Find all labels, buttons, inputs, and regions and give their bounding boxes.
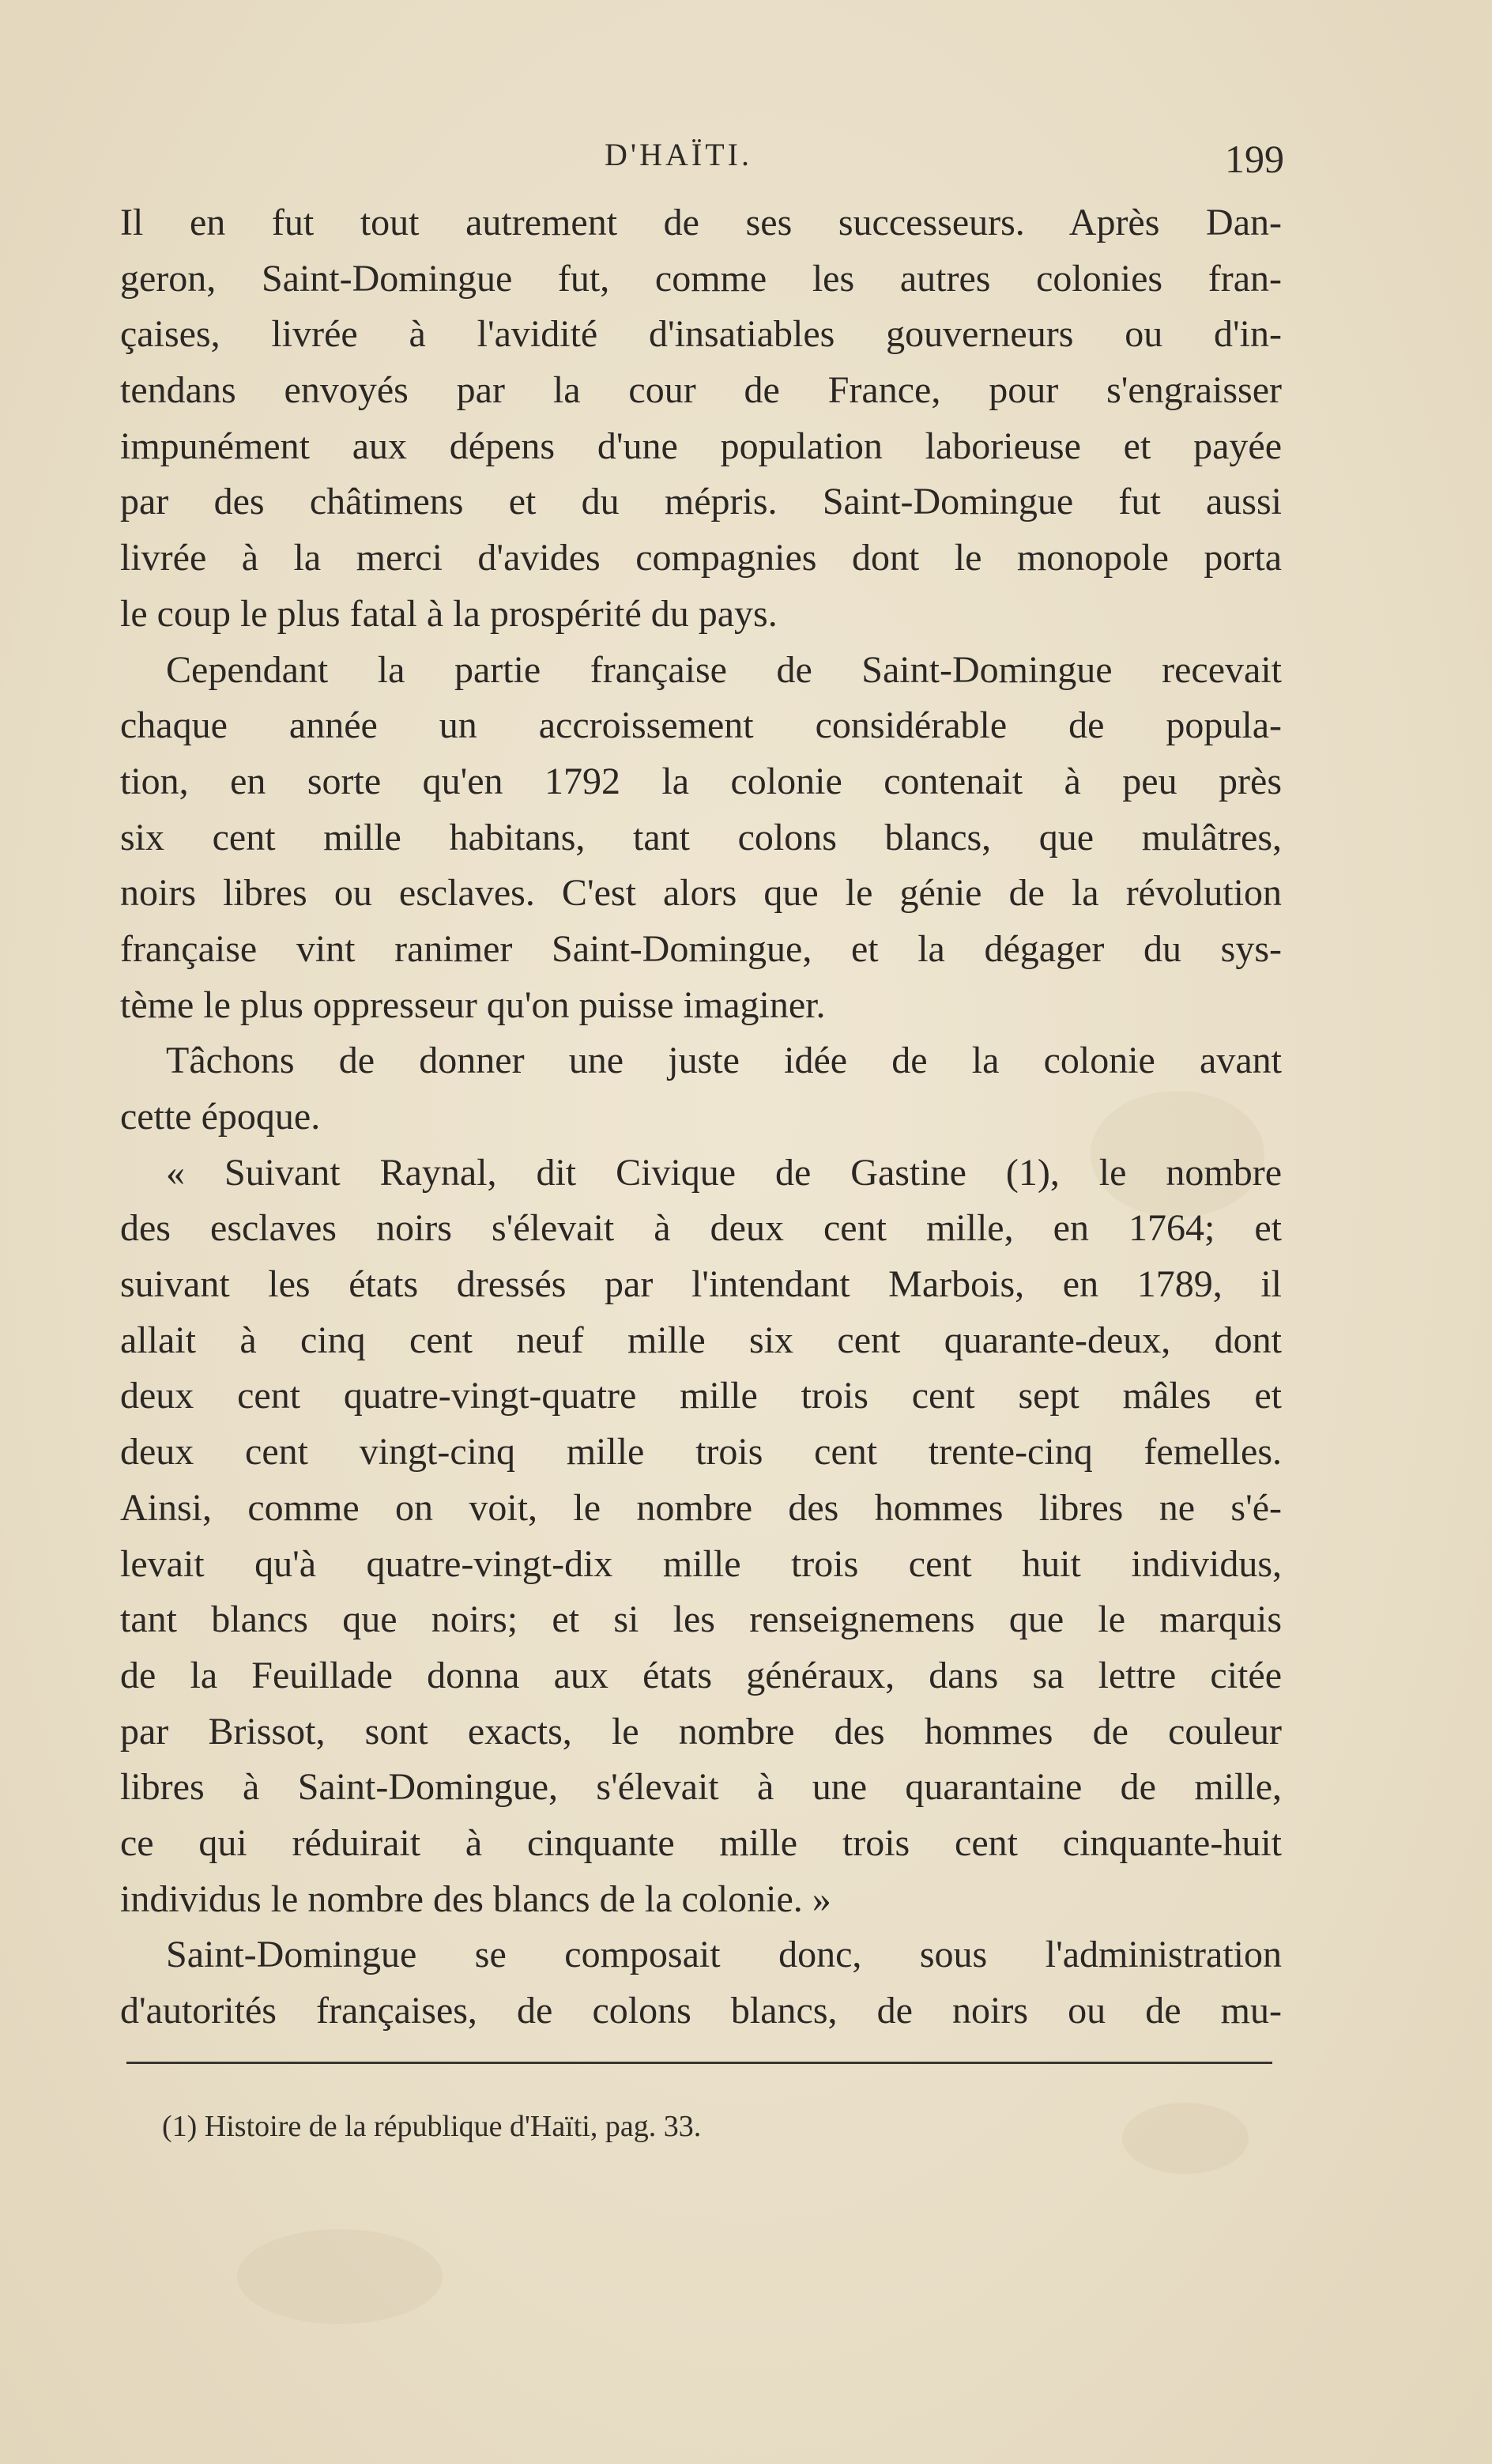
text-line: deux cent vingt-cinq mille trois cent trente-cinq femelles. [120, 1431, 1282, 1473]
text-line: le coup le plus fatal à la prospérité du pays. [120, 592, 778, 635]
text-line: libres à Saint-Domingue, s'élevait à une quarantaine de mille, [120, 1766, 1282, 1809]
running-head: D'HAÏTI. [605, 137, 752, 172]
text-line: tème le plus oppresseur qu'on puisse imaginer. [120, 983, 826, 1026]
text-line: de la Feuillade donna aux états généraux, dans sa lettre citée [120, 1654, 1282, 1696]
text-line: ce qui réduirait à cinquante mille trois cent cinquante-huit [120, 1821, 1282, 1864]
text-line: d'autorités françaises, de colons blancs, de noirs ou de mu- [120, 1990, 1282, 2032]
text-line: tion, en sorte qu'en 1792 la colonie contenait à peu près [120, 760, 1282, 802]
text-line: six cent mille habitans, tant colons blancs, que mulâtres, [120, 816, 1282, 858]
text-line: Il en fut tout autrement de ses successeurs. Après Dan- [120, 202, 1282, 243]
text-line: suivant les états dressés par l'intendant Marbois, en 1789, il [120, 1263, 1282, 1306]
text-line: Tâchons de donner une juste idée de la colonie avant [166, 1040, 1282, 1082]
text-line: impunément aux dépens d'une population laborieuse et payée [120, 425, 1282, 467]
paper-stain [237, 2229, 443, 2324]
body-text [120, 195, 1282, 2039]
text-line: livrée à la merci d'avides compagnies dont le monopole porta [120, 537, 1282, 579]
paper-stain [1122, 2103, 1249, 2174]
text-line: par Brissot, sont exacts, le nombre des hommes de couleur [120, 1710, 1282, 1753]
text-line: par des châtimens et du mépris. Saint-Domingue fut aussi [120, 481, 1282, 523]
text-line: tant blancs que noirs; et si les renseignemens que le marquis [120, 1598, 1282, 1641]
page-header [122, 136, 1284, 183]
page-number: 199 [1225, 137, 1284, 181]
text-line: allait à cinq cent neuf mille six cent quarante-deux, dont [120, 1319, 1282, 1361]
text-line: tendans envoyés par la cour de France, pour s'engraisser [120, 369, 1282, 412]
text-line: « Suivant Raynal, dit Civique de Gastine (1), le nombre [166, 1151, 1282, 1194]
text-line: geron, Saint-Domingue fut, comme les autres colonies fran- [120, 257, 1282, 300]
footnote: (1) Histoire de la république d'Haïti, pag. 33. [162, 2110, 702, 2143]
text-line: Ainsi, comme on voit, le nombre des hommes libres ne s'é- [120, 1486, 1282, 1529]
text-line: individus le nombre des blancs de la colonie. » [120, 1877, 831, 1920]
text-line: des esclaves noirs s'élevait à deux cent mille, en 1764; et [120, 1207, 1282, 1250]
text-line: chaque année un accroissement considérable de popula- [120, 704, 1282, 747]
text-line: deux cent quatre-vingt-quatre mille trois cent sept mâles et [120, 1375, 1282, 1417]
text-line: française vint ranimer Saint-Domingue, et la dégager du sys- [120, 927, 1282, 970]
footnote-rule [126, 2062, 1272, 2064]
text-line: levait qu'à quatre-vingt-dix mille trois cent huit individus, [120, 1542, 1282, 1585]
text-line: çaises, livrée à l'avidité d'insatiables gouverneurs ou d'in- [120, 313, 1282, 356]
text-line: Cependant la partie française de Saint-Domingue recevait [166, 648, 1282, 691]
text-line: noirs libres ou esclaves. C'est alors que le génie de la révolution [120, 872, 1282, 915]
text-line: cette époque. [120, 1096, 321, 1138]
text-line: Saint-Domingue se composait donc, sous l'administration [166, 1934, 1282, 1976]
